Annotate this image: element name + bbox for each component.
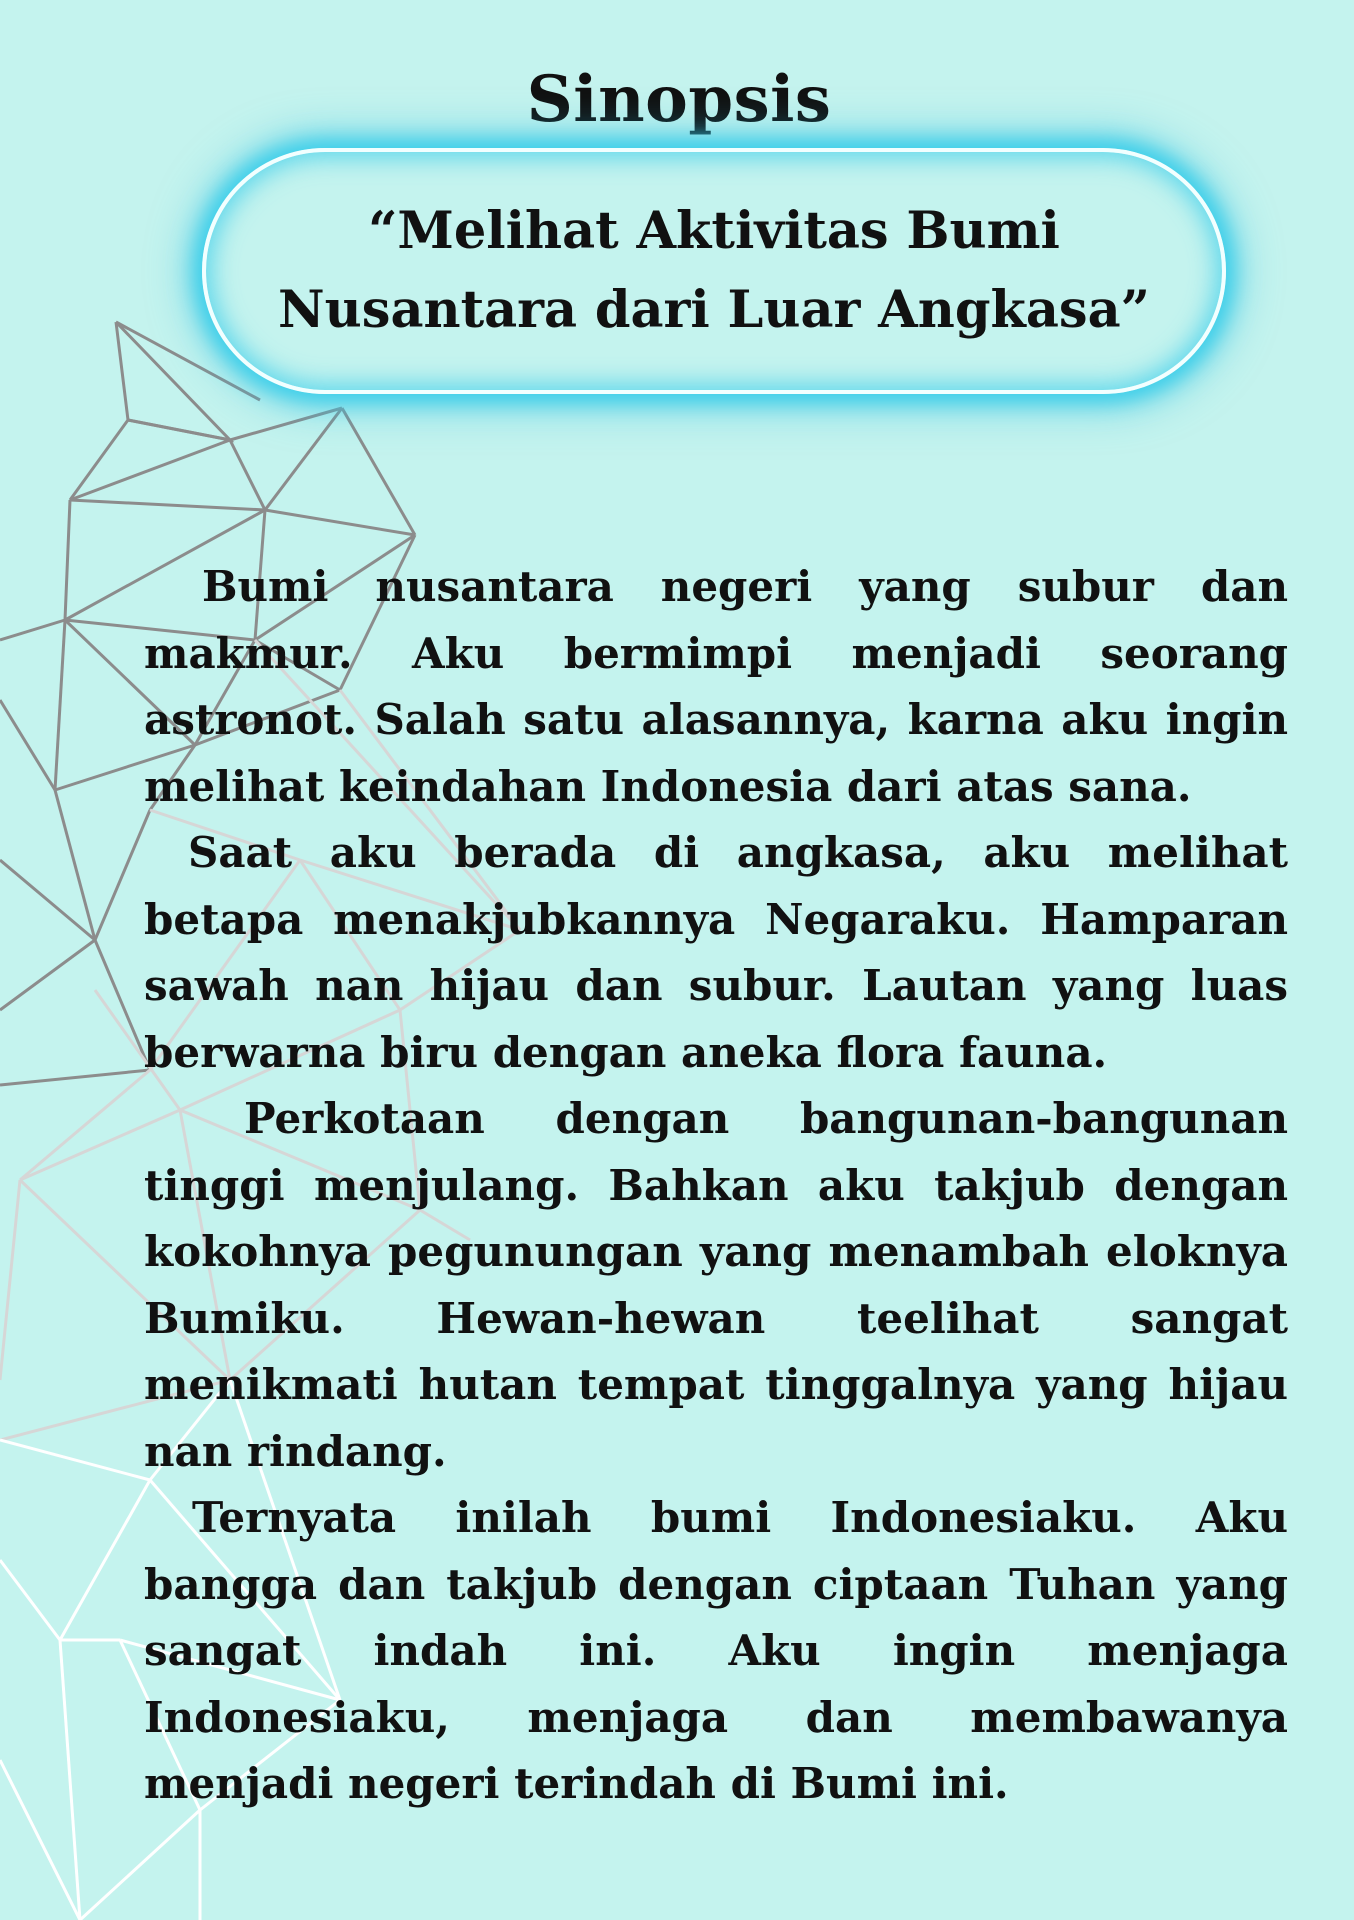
subtitle <box>264 192 1164 350</box>
subtitle-line: “Melihat Aktivitas Bumi <box>368 200 1060 261</box>
paragraph: Bumi nusantara negeri yang subur dan makmur. Aku bermimpi menjadi seorang astronot. Salah satu alasannya, karna aku ingin melihat keindahan Indonesia dari atas sana. <box>144 562 1288 811</box>
paragraph: Saat aku berada di angkasa, aku melihat betapa menakjubkannya Negaraku. Hamparan sawah nan hijau dan subur. Lautan yang luas berwarna biru dengan aneka flora fauna. <box>144 828 1288 1077</box>
paragraph: Ternyata inilah bumi Indonesiaku. Aku bangga dan takjub dengan ciptaan Tuhan yang sangat indah ini. Aku ingin menjaga Indonesiaku, menjaga dan membawanya menjadi negeri terindah di Bumi ini. <box>144 1493 1288 1808</box>
subtitle-frame <box>202 148 1226 394</box>
subtitle-line: Nusantara dari Luar Angkasa” <box>278 280 1150 340</box>
synopsis-body <box>144 554 1288 1818</box>
page-title: Sinopsis <box>526 62 832 137</box>
paragraph: Perkotaan dengan bangunan-bangunan tinggi menjulang. Bahkan aku takjub dengan kokohnya pegunungan yang menambah eloknya Bumiku. Hewan-hewan teelihat sangat menikmati hutan tempat tinggalnya yang hijau nan rindang. <box>144 1094 1288 1476</box>
